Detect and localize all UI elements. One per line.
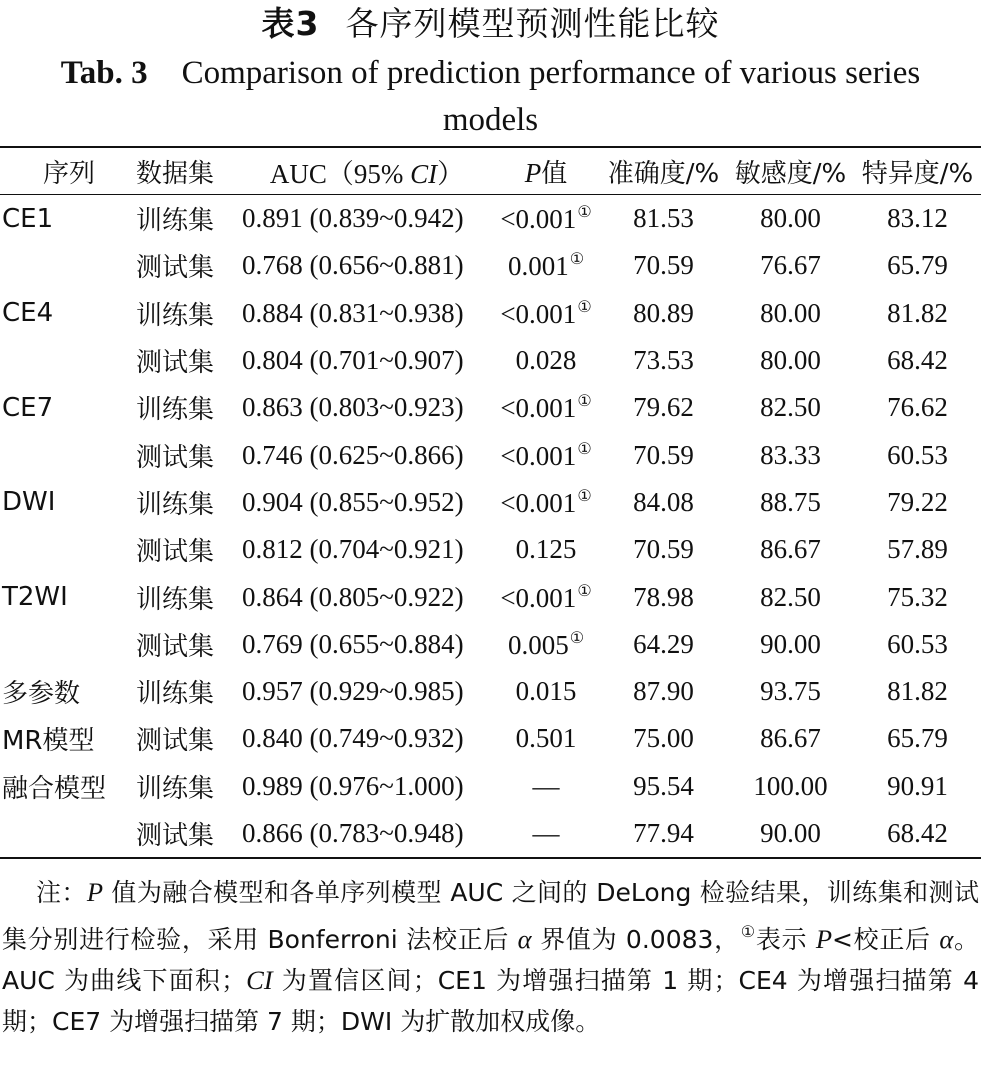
cell-specificity: 90.91	[887, 770, 948, 801]
significance-marker: ①	[577, 440, 592, 458]
table-number-english: Tab. 3	[60, 55, 148, 91]
cell-dataset: 测试集	[136, 253, 215, 284]
cell-dataset: 训练集	[136, 300, 215, 331]
p-value-text: 0.501	[515, 723, 577, 754]
cell-accuracy: 81.53	[633, 203, 694, 234]
note-part: α	[517, 924, 532, 954]
table-row	[0, 479, 981, 526]
table-title-chinese-text: 各序列模型预测性能比较	[345, 4, 720, 43]
cell-p-value	[492, 337, 600, 384]
table-row	[0, 621, 981, 668]
cell-sensitivity: 80.00	[760, 345, 821, 376]
cell-dataset: 训练集	[136, 773, 215, 804]
table-footnote	[2, 872, 979, 1042]
cell-specificity: 68.42	[887, 345, 948, 376]
cell-accuracy: 80.89	[633, 297, 694, 328]
cell-auc: 0.989 (0.976~1.000)	[242, 770, 464, 801]
table-title-english-text: Comparison of prediction performance of various series models	[181, 55, 921, 138]
cell-specificity: 81.82	[887, 676, 948, 707]
cell-sensitivity: 82.50	[760, 392, 821, 423]
cell-dataset: 训练集	[136, 584, 215, 615]
cell-p-value	[492, 715, 600, 762]
p-value-text: <0.001	[500, 393, 577, 424]
table-row	[0, 763, 981, 810]
cell-specificity: 79.22	[887, 486, 948, 517]
cell-accuracy: 77.94	[633, 818, 694, 848]
cell-accuracy: 87.90	[633, 676, 694, 707]
cell-auc: 0.840 (0.749~0.932)	[242, 723, 464, 754]
cell-auc: 0.957 (0.929~0.985)	[242, 676, 464, 707]
note-superscript-marker: ①	[740, 924, 756, 941]
header-series: 序列	[42, 158, 95, 189]
cell-p-value	[492, 526, 600, 573]
note-part: 。AUC 为曲线下面积；	[2, 925, 980, 995]
table-number-chinese: 表3	[261, 4, 320, 43]
cell-specificity: 60.53	[887, 439, 948, 470]
header-auc-suffix: ）	[437, 158, 465, 189]
cell-sensitivity: 82.50	[760, 581, 821, 612]
table-row	[0, 290, 981, 337]
cell-sensitivity: 80.00	[760, 297, 821, 328]
cell-accuracy: 64.29	[633, 628, 694, 659]
significance-marker: ①	[577, 487, 592, 505]
cell-series: CE4	[2, 298, 54, 329]
cell-sensitivity: 86.67	[760, 534, 821, 565]
cell-specificity: 83.12	[887, 203, 948, 234]
cell-series: CE7	[2, 392, 54, 423]
cell-series: T2WI	[2, 582, 68, 613]
table-row	[0, 526, 981, 573]
cell-auc: 0.804 (0.701~0.907)	[242, 345, 464, 376]
cell-sensitivity: 86.67	[760, 723, 821, 754]
header-sensitivity: 敏感度/%	[734, 158, 847, 189]
cell-p-value	[492, 763, 600, 810]
cell-series	[0, 337, 136, 384]
cell-accuracy: 78.98	[633, 581, 694, 612]
cell-dataset: 测试集	[136, 348, 215, 379]
header-auc-ci: CI	[410, 158, 438, 189]
cell-p-value	[492, 195, 600, 243]
cell-p-value	[492, 479, 600, 526]
cell-dataset: 训练集	[136, 489, 215, 520]
header-specificity: 特异度/%	[861, 158, 974, 189]
note-part: CI	[246, 965, 273, 995]
cell-sensitivity: 83.33	[760, 439, 821, 470]
p-value-text: <0.001	[500, 440, 577, 471]
cell-auc: 0.866 (0.783~0.948)	[242, 818, 464, 848]
table-header-row	[0, 147, 981, 195]
cell-sensitivity: 76.67	[760, 250, 821, 281]
cell-series	[0, 621, 136, 668]
note-part: <校正后	[832, 925, 940, 954]
table-title-english	[30, 50, 951, 144]
cell-dataset: 测试集	[136, 821, 215, 851]
p-value-text: <0.001	[500, 204, 577, 235]
cell-auc: 0.884 (0.831~0.938)	[242, 297, 464, 328]
cell-dataset: 测试集	[136, 442, 215, 473]
significance-marker: ①	[577, 298, 592, 316]
cell-sensitivity: 90.00	[760, 628, 821, 659]
p-value-text: —	[532, 770, 560, 801]
cell-dataset: 训练集	[136, 679, 215, 710]
cell-auc: 0.768 (0.656~0.881)	[242, 250, 464, 281]
cell-p-value	[492, 668, 600, 715]
table-row	[0, 715, 981, 762]
header-p-italic: P	[524, 157, 542, 188]
note-part: 为置信区间；CE1 为增强扫描第 1 期；CE4 为增强扫描第 4 期；CE7 为增强扫描第 7 期；DWI 为扩散加权成像。	[2, 966, 979, 1036]
cell-auc: 0.864 (0.805~0.922)	[242, 581, 464, 612]
cell-accuracy: 70.59	[633, 439, 694, 470]
header-auc-prefix: AUC（95%	[269, 158, 411, 189]
cell-accuracy: 75.00	[633, 723, 694, 754]
cell-series	[0, 431, 136, 478]
cell-p-value	[492, 573, 600, 620]
header-accuracy: 准确度/%	[607, 158, 720, 189]
cell-series: 融合模型	[2, 773, 107, 804]
cell-dataset: 测试集	[136, 537, 215, 568]
table-row	[0, 810, 981, 858]
cell-sensitivity: 80.00	[760, 203, 821, 234]
cell-series: CE1	[2, 203, 54, 234]
cell-sensitivity: 90.00	[760, 818, 821, 848]
significance-marker: ①	[577, 393, 592, 411]
significance-marker: ①	[577, 582, 592, 600]
table-row	[0, 431, 981, 478]
cell-accuracy: 70.59	[633, 250, 694, 281]
cell-p-value	[492, 621, 600, 668]
note-part: P	[86, 877, 104, 907]
p-value-text: <0.001	[500, 487, 577, 518]
cell-sensitivity: 100.00	[753, 770, 828, 801]
note-part: 表示	[755, 925, 816, 954]
header-p-suffix: 值	[541, 158, 568, 189]
performance-table	[0, 146, 981, 859]
header-auc	[242, 147, 492, 195]
cell-specificity: 75.32	[887, 581, 948, 612]
note-part: α	[939, 924, 954, 954]
cell-auc: 0.863 (0.803~0.923)	[242, 392, 464, 423]
note-part: 值为融合模型和各单序列模型 AUC 之间的 DeLong 检验结果，训练集和测试集分别进行检验，采用 Bonferroni 法校正后	[2, 878, 979, 954]
p-value-text: <0.001	[500, 298, 577, 329]
cell-specificity: 68.42	[887, 818, 948, 848]
cell-p-value	[492, 384, 600, 431]
table-row	[0, 573, 981, 620]
cell-specificity: 60.53	[887, 628, 948, 659]
note-part: P	[815, 924, 833, 954]
table-row	[0, 195, 981, 243]
cell-auc: 0.891 (0.839~0.942)	[242, 203, 464, 234]
cell-auc: 0.746 (0.625~0.866)	[242, 439, 464, 470]
cell-accuracy: 70.59	[633, 534, 694, 565]
cell-dataset: 训练集	[136, 206, 215, 237]
cell-auc: 0.812 (0.704~0.921)	[242, 534, 464, 565]
p-value-text: 0.005	[507, 629, 569, 660]
cell-series: MR模型	[2, 726, 95, 757]
significance-marker: ①	[577, 204, 592, 222]
cell-p-value	[492, 290, 600, 337]
significance-marker: ①	[569, 629, 585, 647]
cell-specificity: 57.89	[887, 534, 948, 565]
cell-specificity: 81.82	[887, 297, 948, 328]
cell-dataset: 测试集	[136, 726, 215, 757]
note-part: 界值为 0.0083，	[531, 925, 740, 954]
cell-series	[0, 526, 136, 573]
significance-marker: ①	[569, 251, 585, 269]
cell-accuracy: 95.54	[633, 770, 694, 801]
p-value-text: 0.001	[507, 251, 569, 282]
cell-auc: 0.769 (0.655~0.884)	[242, 628, 464, 659]
cell-dataset: 训练集	[136, 395, 215, 426]
header-p-value	[492, 147, 600, 195]
p-value-text: 0.028	[515, 345, 577, 376]
cell-accuracy: 84.08	[633, 486, 694, 517]
cell-sensitivity: 93.75	[760, 676, 821, 707]
note-part: 注：	[36, 878, 87, 907]
cell-p-value	[492, 431, 600, 478]
table-row	[0, 668, 981, 715]
table-body	[0, 195, 981, 859]
header-dataset: 数据集	[136, 158, 215, 189]
table-row	[0, 384, 981, 431]
cell-accuracy: 73.53	[633, 345, 694, 376]
cell-specificity: 65.79	[887, 723, 948, 754]
cell-series	[0, 242, 136, 289]
p-value-text: <0.001	[500, 582, 577, 613]
cell-accuracy: 79.62	[633, 392, 694, 423]
cell-sensitivity: 88.75	[760, 486, 821, 517]
cell-series: 多参数	[2, 679, 81, 710]
p-value-text: —	[532, 818, 560, 848]
p-value-text: 0.125	[515, 534, 577, 565]
cell-specificity: 65.79	[887, 250, 948, 281]
table-row	[0, 242, 981, 289]
table-row	[0, 337, 981, 384]
cell-dataset: 测试集	[136, 631, 215, 662]
table-title-chinese	[0, 2, 981, 46]
cell-specificity: 76.62	[887, 392, 948, 423]
cell-auc: 0.904 (0.855~0.952)	[242, 486, 464, 517]
cell-p-value	[492, 242, 600, 289]
cell-series	[0, 810, 136, 858]
cell-series: DWI	[2, 487, 56, 518]
cell-p-value	[492, 810, 600, 858]
p-value-text: 0.015	[515, 676, 577, 707]
